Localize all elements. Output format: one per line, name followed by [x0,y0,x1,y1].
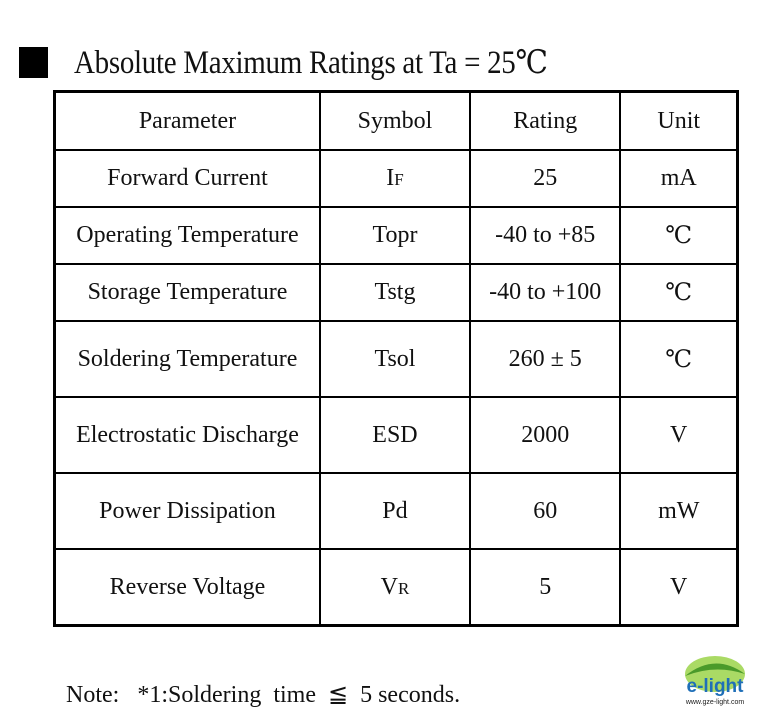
header-symbol: Symbol [320,92,470,151]
symbol-cell [320,321,470,397]
rating-cell: 60 [470,473,621,549]
ratings-table [53,90,739,627]
symbol-cell [320,150,470,207]
header-unit: Unit [620,92,737,151]
symbol-subscript: R [397,578,410,598]
unit-cell: ℃ [620,264,737,321]
symbol-main: Tsol [374,345,416,372]
rating-cell: -40 to +100 [470,264,621,321]
table-row [55,264,738,321]
note-label: Note: [66,682,120,708]
symbol-main: V [380,573,398,600]
table-header-row [55,92,738,151]
svg-text:www.gze-light.com: www.gze-light.com [685,699,745,706]
symbol-subscript: F [394,170,404,189]
symbol-cell [320,549,470,626]
table-row [55,321,738,397]
rating-cell: -40 to +85 [470,207,621,264]
symbol-cell [320,264,470,321]
rating-cell: 2000 [470,397,621,473]
svg-text:e-light: e-light [686,676,744,697]
rating-cell: 5 [470,549,621,626]
footnote [66,680,460,709]
unit-cell: ℃ [620,321,737,397]
table-row [55,150,738,207]
parameter-cell: Power Dissipation [55,473,320,549]
unit-cell: V [620,397,737,473]
rating-cell: 260 ± 5 [470,321,621,397]
unit-cell: ℃ [620,207,737,264]
symbol-main: Pd [382,497,408,524]
table-row [55,473,738,549]
symbol-cell [320,473,470,549]
symbol-main: ESD [372,421,418,448]
unit-cell: mW [620,473,737,549]
table-row [55,549,738,626]
note-text: *1:Soldering time ≦ 5 seconds. [137,682,461,708]
table-row [55,207,738,264]
header-parameter: Parameter [55,92,320,151]
e-light-logo [671,652,759,712]
page-title: Absolute Maximum Ratings at Ta = 25℃ [74,45,548,82]
rating-cell: 25 [470,150,621,207]
symbol-main: Topr [372,222,418,248]
parameter-cell: Forward Current [55,150,320,207]
parameter-cell: Storage Temperature [55,264,320,321]
parameter-cell: Soldering Temperature [55,321,320,397]
symbol-main: I [386,165,395,191]
parameter-cell: Electrostatic Discharge [55,397,320,473]
unit-cell: V [620,549,737,626]
table-row [55,397,738,473]
symbol-cell [320,207,470,264]
header-rating: Rating [470,92,621,151]
unit-cell: mA [620,150,737,207]
parameter-cell: Operating Temperature [55,207,320,264]
symbol-cell [320,397,470,473]
parameter-cell: Reverse Voltage [55,549,320,626]
title-bullet-square [19,47,48,78]
symbol-main: Tstg [374,279,416,305]
